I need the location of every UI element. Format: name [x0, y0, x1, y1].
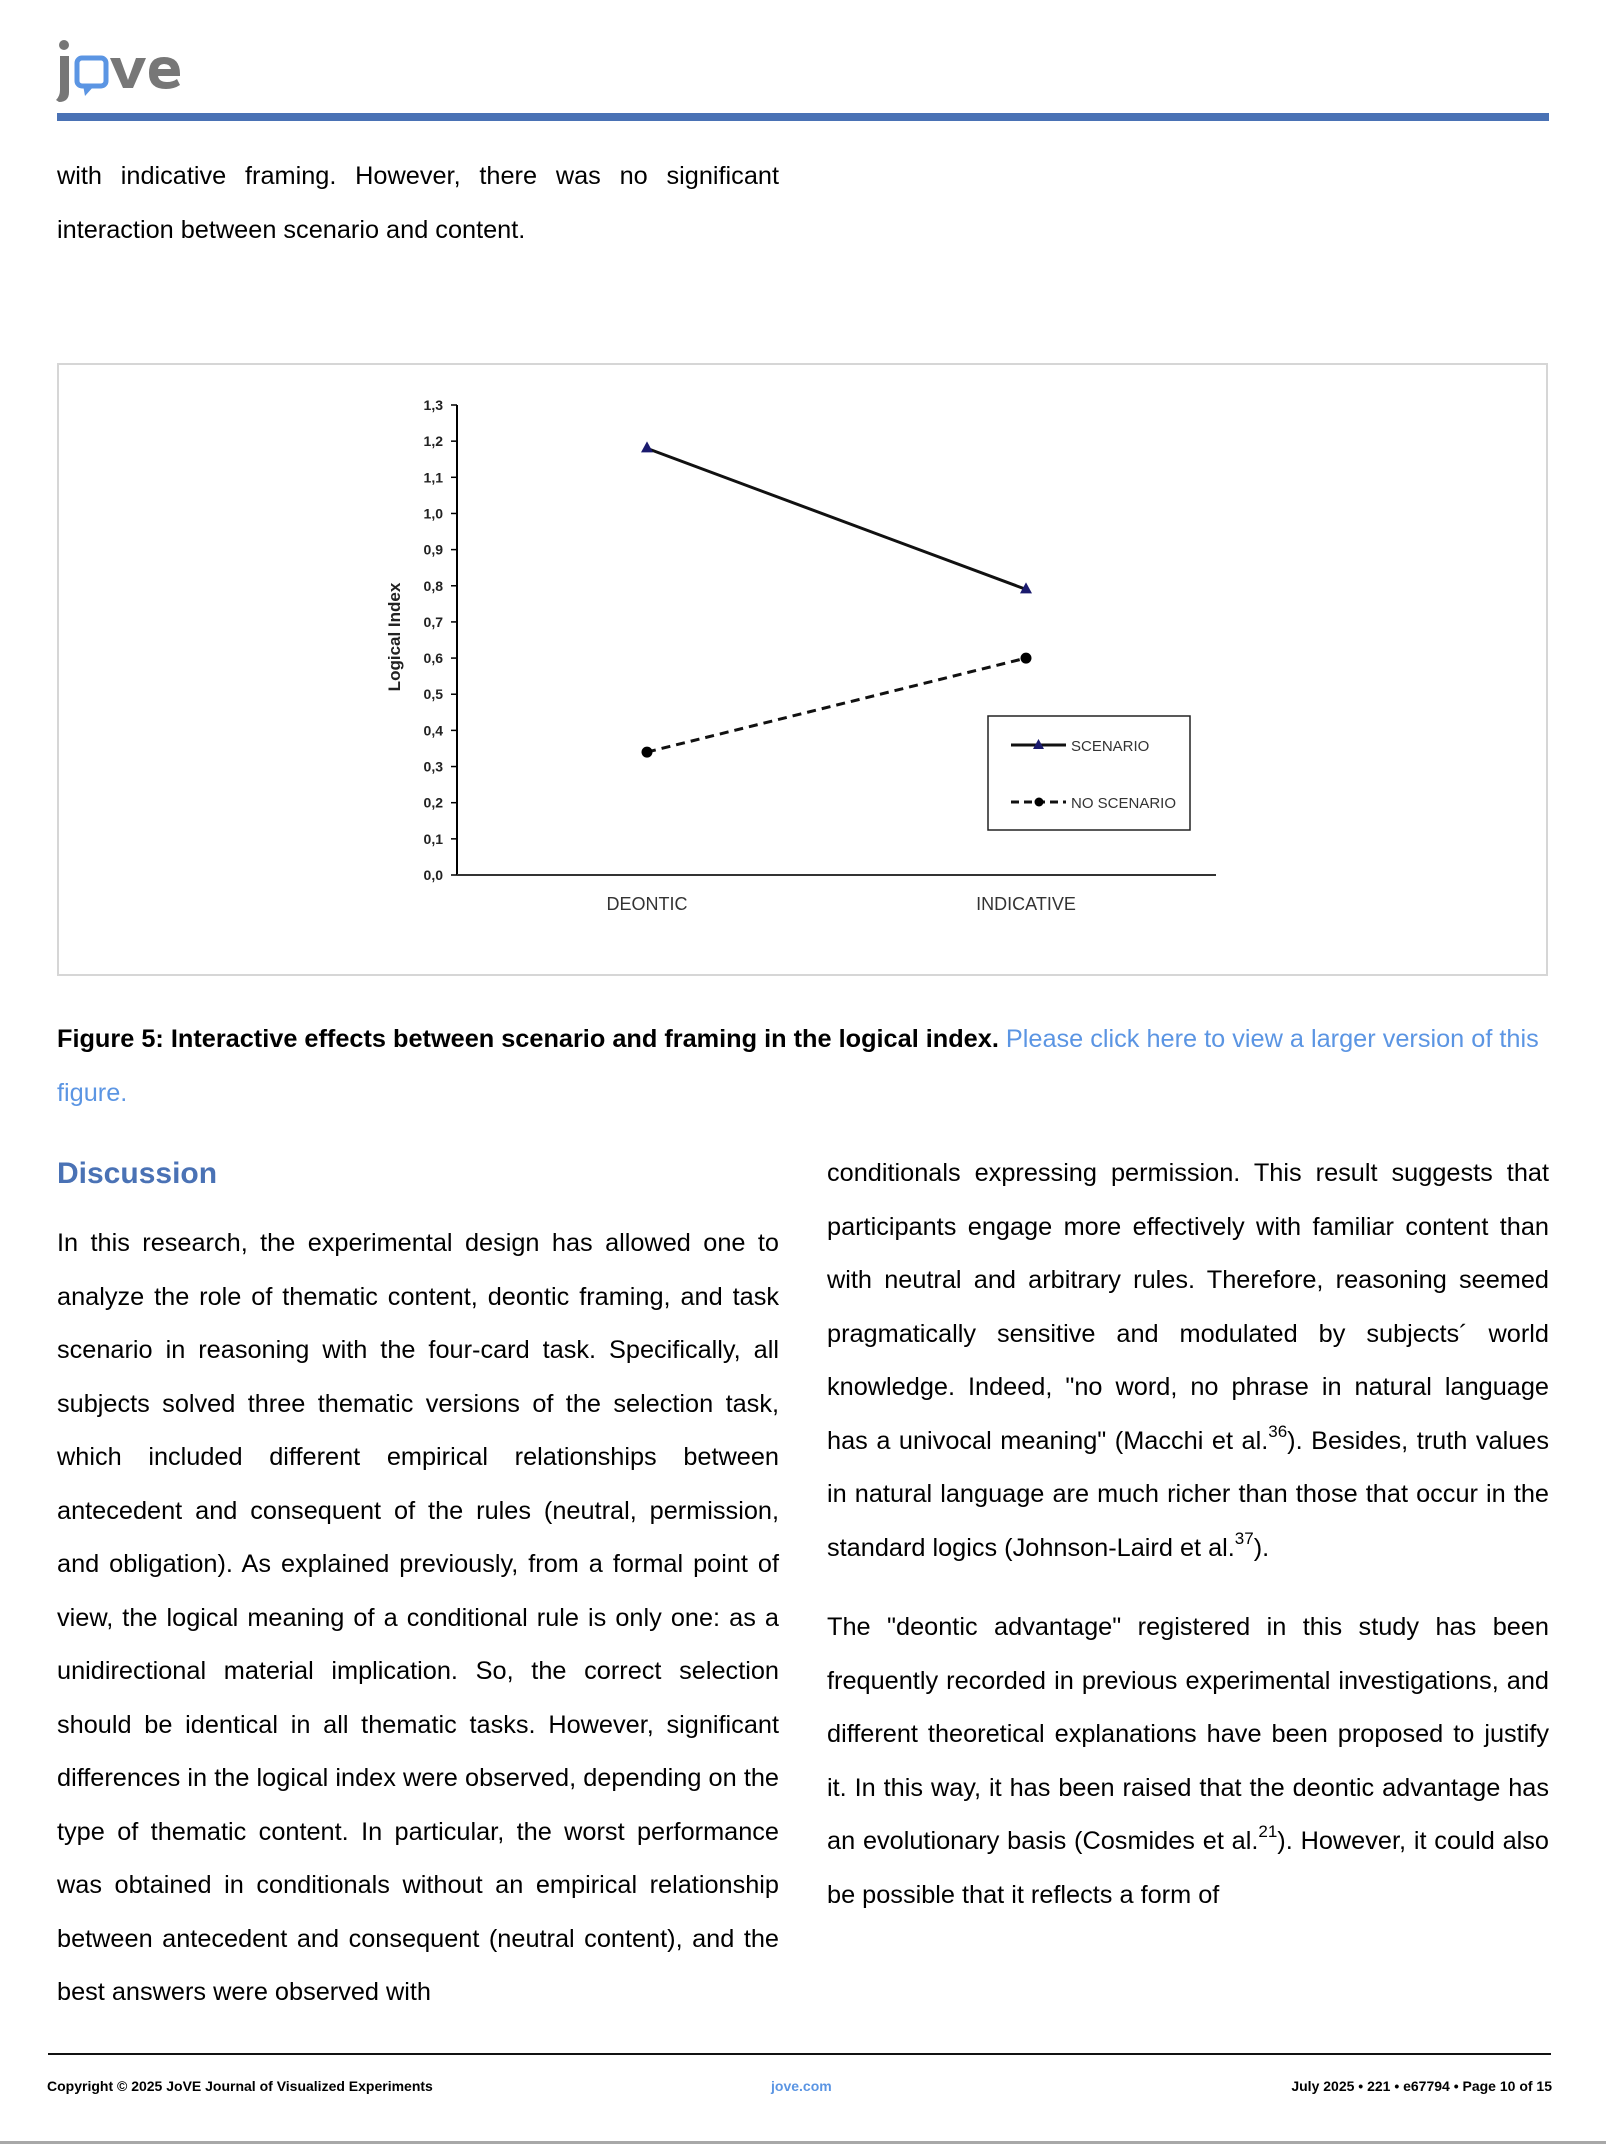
text-span: ).	[1253, 1533, 1270, 1562]
intro-paragraph: with indicative framing. However, there was no significant interaction between scenario and content.	[57, 162, 779, 244]
x-label-deontic: DEONTIC	[606, 894, 688, 914]
citation-36[interactable]: 36	[1268, 1421, 1288, 1441]
svg-text:1,3: 1,3	[423, 397, 443, 413]
series-no-scenario-line	[647, 658, 1026, 752]
discussion-paragraph-1: In this research, the experimental design has allowed one to analyze the role of thematic content, deontic framing, and task scenario in reasoning with the four-card task. Specifically, all subjects solved three thematic versions of the selection task, which included different empirical relationships between antecedent and consequent of the rules (neutral, permission, and obligation). As explained previously, from a formal point of view, the logical meaning of a conditional rule is only one: as a unidirectional material implication. So, the correct selection should be identical in all thematic tasks. However, significant differences in the logical index were observed, depending on the type of thematic content. In particular, the worst performance was obtained in conditionals without an empirical relationship between antecedent and consequent (neutral content), and the best answers were observed with	[57, 1229, 779, 2006]
svg-text:0,3: 0,3	[423, 758, 443, 775]
chart-legend	[988, 716, 1190, 830]
legend-label-no-scenario: NO SCENARIO	[1071, 795, 1177, 812]
svg-text:0,4: 0,4	[423, 722, 443, 739]
circle-marker-icon	[1035, 798, 1044, 807]
text-span: ). However, it could also be possible that it reflects a form of	[827, 1827, 1549, 1909]
text-span: The "deontic advantage" registered in this study has been frequently recorded in previous experimental investigations, and different theoretical explanations have been proposed to justify it. In this way, it has been raised that the deontic advantage has an evolutionary basis (Cosmides et al.	[827, 1613, 1549, 1855]
discussion-right-column	[827, 1147, 1549, 1922]
svg-text:0,0: 0,0	[423, 867, 443, 883]
svg-text:0,6: 0,6	[423, 650, 443, 667]
footer-rule	[48, 2053, 1551, 2055]
svg-text:1,2: 1,2	[423, 433, 443, 450]
citation-37[interactable]: 37	[1234, 1528, 1254, 1548]
citation-21[interactable]: 21	[1258, 1822, 1278, 1842]
legend-label-scenario: SCENARIO	[1071, 738, 1150, 755]
line-chart	[59, 365, 1546, 974]
text-span: ). Besides, truth values in natural language are much richer than those that occur in the standard logics (Johnson-Laird et al.	[827, 1426, 1549, 1562]
svg-text:0,2: 0,2	[423, 794, 443, 811]
text-span: conditionals expressing permission. This result suggests that participants engage more effectively with familiar content than with neutral and arbitrary rules. Therefore, reasoning seemed pragmatically sensitive and modulated by subjects´ world knowledge. Indeed, "no word, no phrase in natural language has a univocal meaning" (Macchi et al.	[827, 1159, 1549, 1455]
view-larger-figure-link[interactable]: Please click here to view a larger version of this figure.	[57, 1025, 1539, 1107]
svg-text:0,7: 0,7	[423, 613, 443, 630]
footer-site-link[interactable]: jove.com	[771, 2078, 832, 2094]
figure-caption	[57, 1013, 1549, 1120]
jove-logo-icon	[56, 36, 186, 106]
figure-5[interactable]	[57, 363, 1548, 976]
section-heading-discussion: Discussion	[57, 1157, 218, 1190]
discussion-paragraph-3	[827, 1601, 1549, 1922]
triangle-marker-icon	[641, 441, 653, 452]
svg-text:0,5: 0,5	[423, 686, 443, 703]
footer-issue-info: July 2025 • 221 • e67794 • Page 10 of 15	[1291, 2078, 1552, 2094]
discussion-left-column	[57, 1217, 779, 2020]
footer-copyright: Copyright © 2025 JoVE Journal of Visualized Experiments	[47, 2078, 433, 2094]
series-scenario-line	[647, 448, 1026, 589]
svg-text:0,1: 0,1	[423, 830, 443, 847]
jove-logo[interactable]	[56, 36, 186, 106]
caption-title: Figure 5: Interactive effects between scenario and framing in the logical index.	[57, 1025, 999, 1053]
y-axis-title: Logical Index	[385, 582, 404, 692]
x-label-indicative: INDICATIVE	[976, 894, 1076, 914]
discussion-paragraph-2	[827, 1147, 1549, 1575]
svg-text:0,8: 0,8	[423, 577, 443, 594]
circle-marker-icon	[642, 747, 653, 758]
circle-marker-icon	[1021, 653, 1032, 664]
y-tick-labels	[424, 397, 457, 883]
svg-text:1,0: 1,0	[423, 505, 443, 522]
header-rule	[57, 113, 1549, 121]
data-markers	[641, 441, 1032, 757]
svg-text:0,9: 0,9	[423, 541, 443, 558]
svg-text:1,1: 1,1	[423, 469, 443, 486]
